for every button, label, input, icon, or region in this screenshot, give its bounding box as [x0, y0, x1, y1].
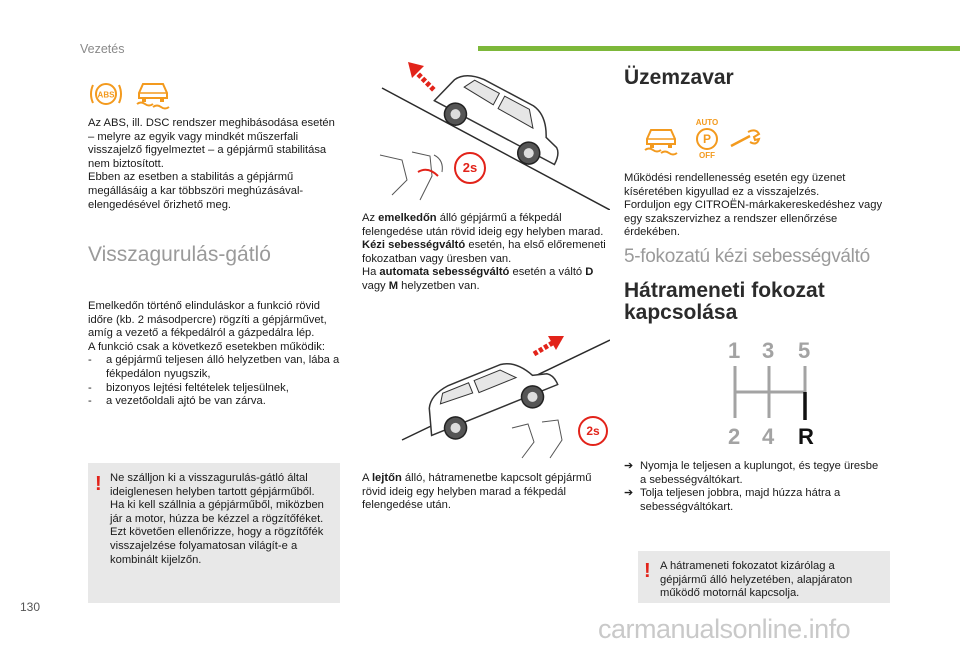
auto-park-brake-icon — [690, 118, 724, 162]
text-run-bold: M — [388, 279, 399, 292]
wrench-icon — [728, 128, 762, 152]
hill-start-title: Visszagurulás-gátló — [88, 243, 271, 266]
malfunction-title: Üzemzavar — [624, 66, 734, 89]
svg-text:ABS: ABS — [97, 90, 115, 100]
section-label: Vezetés — [80, 42, 125, 56]
uphill-paragraph-3 — [362, 266, 607, 293]
parking-brake-symbol: P — [696, 128, 718, 150]
hill-start-intro-text: Emelkedőn történő elinduláskor a funkció rövid időre (kb. 2 másodpercre) rögzíti a gépjárművet, amíg a vezető a fékpedálról a gázpedálra lép. A funkció csak a következő esetekben működik: — [88, 300, 327, 353]
list-item: - a vezetőoldali ajtó be van zárva. — [88, 395, 346, 409]
text-run: A — [362, 472, 372, 484]
timer-badge — [578, 416, 608, 446]
list-item — [624, 460, 886, 487]
warning-icon: ! — [644, 560, 651, 582]
malfunction-text: Működési rendellenesség esetén egy üzenet kíséretében kigyullad ez a visszajelzés. Forduljon egy CITROËN-márkakereskedéshez vagy egy szakszervizhez a rendszer ellenőrzése érdekében. — [624, 172, 883, 239]
arrow-right-icon: ➔ — [624, 460, 634, 472]
warning-icon: ! — [95, 473, 102, 495]
page-number: 130 — [20, 600, 41, 614]
downhill-illustration — [362, 330, 610, 460]
gear-label: 2 — [728, 424, 741, 449]
warning-box-right — [638, 551, 890, 603]
timer-label: 2s — [586, 424, 600, 438]
gear-label: 5 — [798, 338, 811, 363]
abs-warning-icon — [88, 79, 124, 109]
gear-label-reverse: R — [798, 424, 814, 449]
list-item — [624, 487, 886, 514]
step-text: Nyomja le teljesen a kuplungot, és tegye üresbe a sebességváltókart. — [640, 460, 879, 486]
gearbox-title: 5-fokozatú kézi sebességváltó — [624, 246, 870, 267]
reverse-steps — [624, 460, 886, 514]
text-run: Ha — [362, 266, 380, 279]
steps-list — [624, 460, 886, 514]
arrow-right-icon: ➔ — [624, 487, 634, 500]
text-run-bold: D — [585, 266, 594, 279]
text-run: álló gépjármű a fékpedál felengedése után rövid ideig egy helyben marad. — [362, 212, 604, 238]
reverse-title: Hátrameneti fokozat kapcsolása — [624, 279, 825, 324]
gear-shift-diagram — [722, 338, 832, 450]
auto-label: AUTO — [695, 118, 719, 127]
off-label: OFF — [699, 151, 715, 160]
watermark: carmanualsonline.info — [598, 614, 851, 644]
gear-label: 1 — [728, 338, 741, 363]
text-run-bold: Kézi sebességváltó — [362, 239, 466, 252]
text-run-bold: lejtőn — [371, 472, 402, 484]
text-run: vagy — [362, 279, 389, 292]
list-item: - bizonyos lejtési feltételek teljesülnek, — [88, 382, 346, 396]
hill-start-intro — [88, 300, 346, 409]
uphill-illustration — [362, 60, 610, 210]
text-run: esetén, ha első előremeneti fokozatban vagy üresben van. — [362, 239, 606, 265]
gear-label: 4 — [762, 424, 775, 449]
text-run: helyzetben van. — [398, 279, 480, 292]
warning-text: A hátrameneti fokozatot kizárólag a gépjármű álló helyzetében, alapjáraton működő motornál kapcsolja. — [660, 560, 853, 600]
uphill-paragraph-2 — [362, 239, 607, 266]
warning-box-left — [88, 463, 340, 603]
text-run: esetén a váltó — [509, 266, 586, 279]
timer-badge — [454, 152, 486, 184]
text-run-bold: automata sebességváltó — [379, 266, 510, 279]
conditions-list — [88, 354, 346, 408]
uphill-paragraph-1 — [362, 212, 607, 239]
gear-label: 3 — [762, 338, 775, 363]
uphill-text — [362, 212, 607, 294]
warning-text: Ne szálljon ki a visszagurulás-gátló által ideiglenesen helyben tartott gépjárműből. Ha ki kell szállnia a gépjárműből, miközben jár a motor, húzza be kézzel a rögzítőféket. Ezt követően ellenőrizze, hogy a rögzítőfék visszajelzése folyamatosan világít-e a kombinált kijelzőn. — [110, 472, 324, 566]
text-run: Az — [362, 212, 379, 224]
dsc-stability-icon — [642, 122, 680, 156]
section-header — [80, 40, 124, 58]
list-item: - a gépjármű teljesen álló helyzetben van, lába a fékpedálon nyugszik, — [88, 354, 346, 381]
abs-malfunction-text: Az ABS, ill. DSC rendszer meghibásodása esetén – melyre az egyik vagy mindkét műszerfali visszajelző figyelmeztet – a gépjármű stabilitása nem biztosított. Ebben az esetben a stabilitás a gépjármű megállásáig a kar többszöri meghúzásával-elengedésével őrizhető meg. — [88, 117, 335, 211]
timer-label: 2s — [462, 160, 478, 175]
header-accent-bar — [478, 46, 960, 51]
text-run: álló, hátramenetbe kapcsolt gépjármű rövid ideig egy helyben marad a fékpedál felengedése után. — [362, 472, 592, 512]
text-run-bold: emelkedőn — [378, 212, 437, 224]
dsc-stability-icon — [134, 76, 172, 110]
step-text: Tolja teljesen jobbra, majd húzza hátra a sebességváltókart. — [640, 487, 841, 513]
downhill-text — [362, 472, 607, 513]
